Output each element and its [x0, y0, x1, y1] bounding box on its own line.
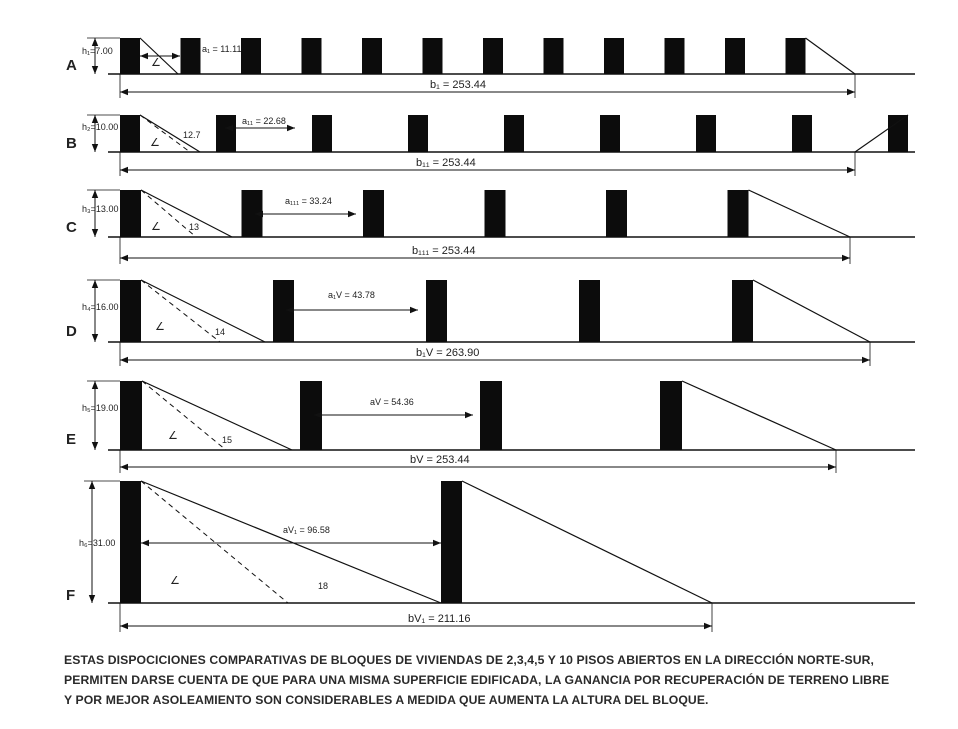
alpha-symbol: ∠ [155, 321, 165, 333]
building-block [312, 115, 332, 152]
building-block [302, 38, 322, 74]
shadow-dashed-line [142, 381, 226, 450]
last-shadow-line [753, 280, 870, 342]
last-shadow-line [749, 190, 851, 237]
building-block [120, 381, 142, 450]
spacing-label: a₁ = 11.11 [202, 44, 242, 54]
spacing-label: aV = 54.36 [370, 397, 414, 407]
angle-value: 12.7 [183, 130, 201, 140]
building-block [665, 38, 685, 74]
building-block [216, 115, 236, 152]
building-block [725, 38, 745, 74]
shadow-dashed-line [141, 481, 288, 603]
building-block [181, 38, 201, 74]
building-block [544, 38, 564, 74]
building-block [728, 190, 749, 237]
shadow-dashed-line [141, 280, 220, 342]
height-label: h₂=10.00 [82, 122, 119, 132]
row-letter: E [66, 431, 77, 448]
angle-value: 18 [318, 581, 329, 591]
height-label: h₅=19.00 [82, 403, 119, 413]
angle-value: 13 [189, 222, 200, 232]
spacing-label: a₁₁₁ = 33.24 [285, 196, 332, 206]
alpha-symbol: ∠ [151, 221, 161, 233]
total-length-label: bV = 253.44 [410, 454, 470, 466]
height-label: h₃=13.00 [82, 204, 119, 214]
building-block [483, 38, 503, 74]
angle-value: 15 [222, 435, 233, 445]
building-block [504, 115, 524, 152]
shadow-line [141, 481, 441, 603]
row-letter: B [66, 135, 77, 152]
total-length-label: b₁₁ = 253.44 [416, 157, 476, 169]
building-block [480, 381, 502, 450]
alpha-symbol: ∠ [168, 430, 178, 442]
building-block [579, 280, 600, 342]
building-block [696, 115, 716, 152]
building-block [888, 115, 908, 152]
building-block [363, 190, 384, 237]
last-shadow-line [462, 481, 712, 603]
row-letter: C [66, 219, 77, 236]
building-block [408, 115, 428, 152]
row-letter: A [66, 57, 77, 74]
height-label: h₁=7.00 [82, 46, 113, 56]
angle-value: 14 [215, 327, 226, 337]
height-label: h₄=16.00 [82, 302, 119, 312]
alpha-symbol: ∠ [151, 57, 161, 69]
building-block [441, 481, 462, 603]
building-block [120, 38, 140, 74]
building-block [600, 115, 620, 152]
building-block [423, 38, 443, 74]
building-block [792, 115, 812, 152]
total-length-label: b₁₁₁ = 253.44 [412, 245, 476, 257]
building-block [732, 280, 753, 342]
spacing-label: a₁₁ = 22.68 [242, 116, 286, 126]
last-shadow-line [682, 381, 836, 450]
building-block [120, 190, 141, 237]
last-shadow-line [806, 38, 856, 74]
diagram-caption: ESTAS DISPOCICIONES COMPARATIVAS DE BLOQUES DE VIVIENDAS DE 2,3,4,5 Y 10 PISOS ABIERTOS EN LA DIRECCIÓN NORTE-SUR, PERMITEN DARSE CUENTA DE QUE PARA UNA MISMA SUPERFICIE EDIFICADA, LA GANANCIA POR RECUPERACIÓN DE TERRENO LIBRE Y POR MEJOR ASOLEAMIENTO SON CONSIDERABLES A MEDIDA QUE AUMENTA LA ALTURA DEL BLOQUE. [64, 653, 890, 707]
building-block [120, 115, 140, 152]
building-block [485, 190, 506, 237]
building-block [786, 38, 806, 74]
total-length-label: bV₁ = 211.16 [408, 613, 471, 625]
spacing-label: a₁V = 43.78 [328, 290, 375, 300]
spacing-label: aV₁ = 96.58 [283, 525, 330, 535]
building-block [660, 381, 682, 450]
shadow-line [142, 381, 292, 450]
building-block [426, 280, 447, 342]
building-block [273, 280, 294, 342]
building-block [120, 481, 141, 603]
building-block [604, 38, 624, 74]
row-letter: D [66, 323, 77, 340]
building-block [241, 38, 261, 74]
building-block [120, 280, 141, 342]
alpha-symbol: ∠ [170, 575, 180, 587]
total-length-label: b₁ = 253.44 [430, 79, 487, 91]
alpha-symbol: ∠ [150, 137, 160, 149]
building-block [362, 38, 382, 74]
row-letter: F [66, 587, 76, 604]
total-length-label: b₁V = 263.90 [416, 347, 480, 359]
building-block [606, 190, 627, 237]
height-label: h₆=31.00 [79, 538, 116, 548]
